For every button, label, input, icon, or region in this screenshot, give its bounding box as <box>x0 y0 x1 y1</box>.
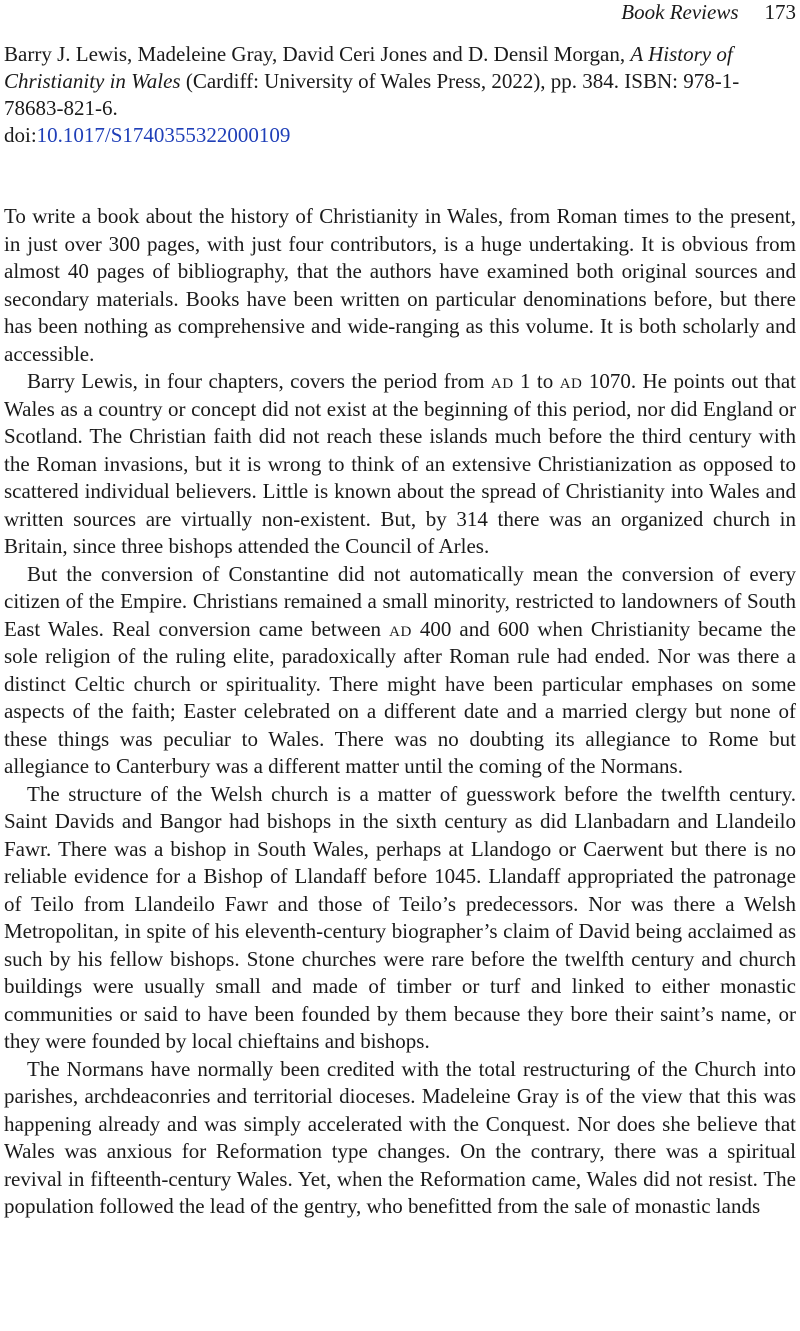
citation-publication-details: (Cardiff: University of Wales Press, 2022), pp. 384. ISBN: 978-1-78683-821-6. <box>4 69 740 120</box>
citation-authors: Barry J. Lewis, Madeleine Gray, David Ceri Jones and D. Densil Morgan, <box>4 42 631 66</box>
paragraph-2-text-c: 1070. He points out that Wales as a country or concept did not exist at the beginning of this period, nor did England or Scotland. The Christian faith did not reach these islands much before the third century with the Roman invasions, but it is wrong to think of an extensive Christianization as opposed to scattered individual believers. Little is known about the spread of Christianity into Wales and written sources are virtually non-existent. But, by 314 there was an organized church in Britain, since three bishops attended the Council of Arles. <box>4 369 796 558</box>
paragraph-4: The structure of the Welsh church is a matter of guesswork before the twelfth century. Saint Davids and Bangor had bishops in the sixth century as did Llanbadarn and Llandeilo Fawr. There was a bishop in South Wales, perhaps at Llandogo or Caerwent but there is no reliable evidence for a Bishop of Llandaff before 1045. Llandaff appropriated the patronage of Teilo from Llandeilo Fawr and those of Teilo’s predecessors. Nor was there a Welsh Metropolitan, in spite of his eleventh-century biographer’s claim of David being acclaimed as such by his fellow bishops. Stone churches were rare before the twelfth century and church buildings were usually small and made of timber or turf and linked to either monastic communities or said to have been founded by them because they bore their saint’s name, or they were founded by local chieftains and bishops. <box>4 781 796 1053</box>
era-abbreviation: ad <box>389 616 412 641</box>
review-body <box>4 203 796 1221</box>
paragraph-3-text-b: 400 and 600 when Christianity became the sole religion of the ruling elite, paradoxically after Roman rule had ended. Nor was there a distinct Celtic church or spirituality. There might have been particular emphases on some aspects of the faith; Easter celebrated on a different date and a married clergy but none of these things was peculiar to Wales. There was no doubting its allegiance to Rome but allegiance to Canterbury was a different matter until the coming of the Normans. <box>4 616 796 778</box>
paragraph-5: The Normans have normally been credited with the total restructuring of the Church into parishes, archdeaconries and territorial dioceses. Madeleine Gray is of the view that this was happening already and was simply accelerated with the Conquest. Nor does she believe that Wales was anxious for Reformation type changes. On the contrary, there was a spiritual revival in fifteenth-century Wales. Yet, when the Reformation came, Wales did not resist. The population followed the lead of the gentry, who benefitted from the sale of monastic lands <box>4 1056 796 1218</box>
section-title: Book Reviews <box>621 0 739 24</box>
citation-book-title: A History of Christianity in Wales <box>4 42 733 93</box>
paragraph-3 <box>4 561 796 781</box>
paragraph-2 <box>4 368 796 561</box>
running-head <box>621 0 796 26</box>
paragraph-1: To write a book about the history of Christianity in Wales, from Roman times to the present, in just over 300 pages, with just four contributors, is a huge undertaking. It is obvious from almost 40 pages of bibliography, that the authors have examined both original sources and secondary materials. Books have been written on particular denominations before, but there has been nothing as comprehensive and wide-ranging as this volume. It is both scholarly and accessible. <box>4 204 796 366</box>
era-abbreviation: ad <box>490 369 514 393</box>
page-number: 173 <box>764 0 796 24</box>
doi-link[interactable]: 10.1017/S1740355322000109 <box>36 123 291 147</box>
era-abbreviation: ad <box>559 369 583 393</box>
paragraph-3-text-a: But the conversion of Constantine did not automatically mean the conversion of every citizen of the Empire. Christians remained a small minority, restricted to landowners of South East Wales. Real conversion came between <box>4 561 796 641</box>
doi-prefix: doi: <box>4 123 37 147</box>
doi-line <box>4 122 796 149</box>
paragraph-2-text-a: Barry Lewis, in four chapters, covers the period from <box>27 369 491 393</box>
paragraph-2-text-b: 1 to <box>513 369 560 393</box>
book-citation <box>4 41 796 149</box>
